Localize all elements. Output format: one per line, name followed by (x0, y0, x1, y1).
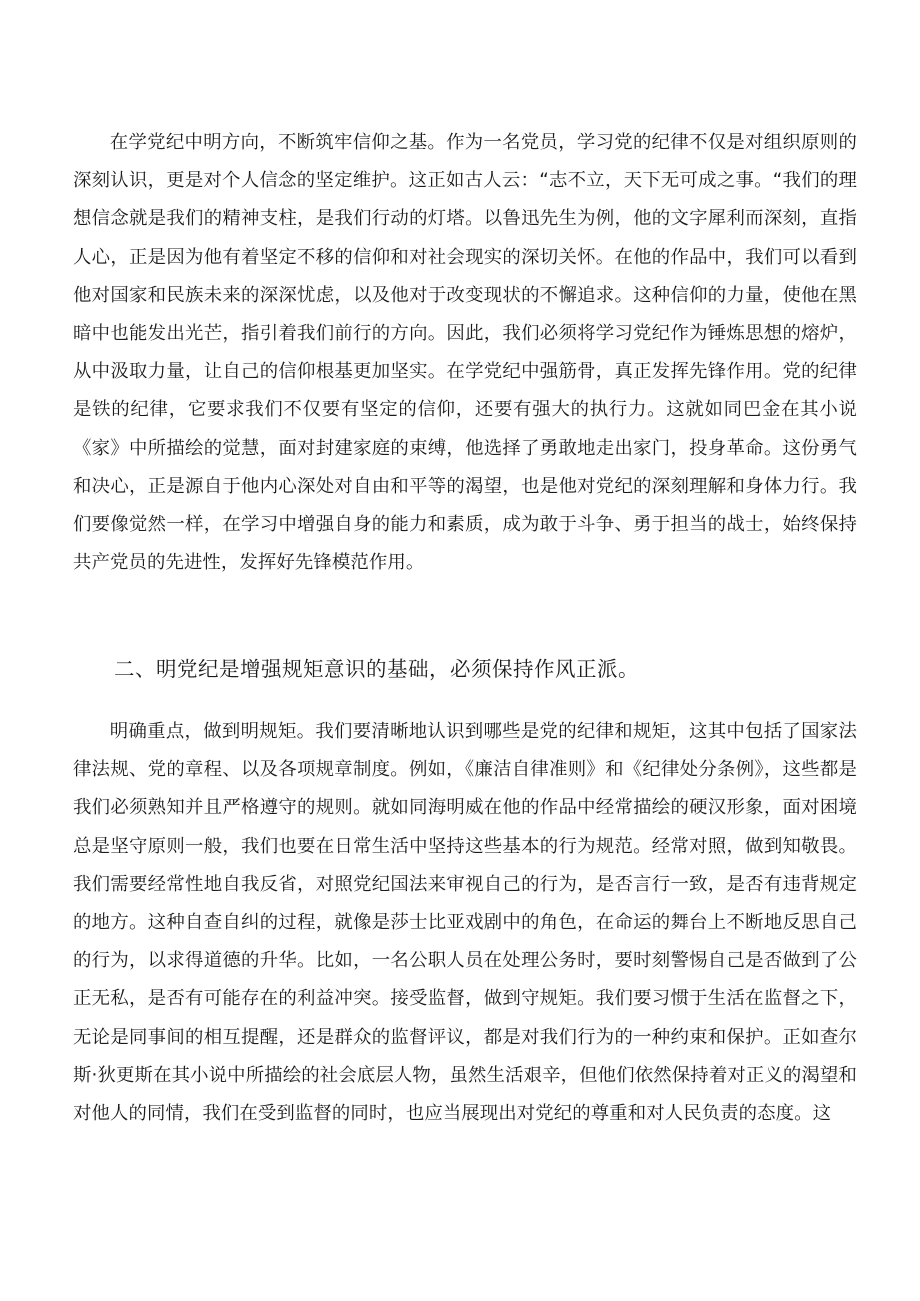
section-heading-2: 二、明党纪是增强规矩意识的基础，必须保持作风正派。 (114, 657, 639, 681)
body-paragraph-1: 在学党纪中明方向，不断筑牢信仰之基。作为一名党员，学习党的纪律不仅是对组织原则的深刻认识，更是对个人信念的坚定维护。这正如古人云：“志不立，天下无可成之事。“我们的理想信念就是我们的精神支柱，是我们行动的灯塔。以鲁迅先生为例，他的文字犀利而深刻，直指人心，正是因为他有着坚定不移的信仰和对社会现实的深切关怀。在他的作品中，我们可以看到他对国家和民族未来的深深忧虑，以及他对于改变现状的不懈追求。这种信仰的力量，使他在黑暗中也能发出光芒，指引着我们前行的方向。因此，我们必须将学习党纪作为锤炼思想的熔炉，从中汲取力量，让自己的信仰根基更加坚实。在学党纪中强筋骨，真正发挥先锋作用。党的纪律是铁的纪律，它要求我们不仅要有坚定的信仰，还要有强大的执行力。这就如同巴金在其小说《家》中所描绘的觉慧，面对封建家庭的束缚，他选择了勇敢地走出家门，投身革命。这份勇气和决心，正是源自于他内心深处对自由和平等的渴望，也是他对党纪的深刻理解和身体力行。我们要像觉然一样，在学习中增强自身的能力和素质，成为敢于斗争、勇于担当的战士，始终保持共产党员的先进性，发挥好先锋模范作用。 (73, 132, 857, 574)
body-paragraph-2: 明确重点，做到明规矩。我们要清晰地认识到哪些是党的纪律和规矩，这其中包括了国家法律法规、党的章程、以及各项规章制度。例如，《廉洁自律准则》和《纪律处分条例》，这些都是我们必须熟知并且严格遵守的规则。就如同海明威在他的作品中经常描绘的硬汉形象，面对困境总是坚守原则一般，我们也要在日常生活中坚持这些基本的行为规范。经常对照，做到知敬畏。我们需要经常性地自我反省，对照党纪国法来审视自己的行为，是否言行一致，是否有违背规定的地方。这种自查自纠的过程，就像是莎士比亚戏剧中的角色，在命运的舞台上不断地反思自己的行为，以求得道德的升华。比如，一名公职人员在处理公务时，要时刻警惕自己是否做到了公正无私，是否有可能存在的利益冲突。接受监督，做到守规矩。我们要习惯于生活在监督之下，无论是同事间的相互提醒，还是群众的监督评议，都是对我们行为的一种约束和保护。正如查尔斯·狄更斯在其小说中所描绘的社会底层人物，虽然生活艰辛，但他们依然保持着对正义的渴望和对他人的同情，我们在受到监督的同时，也应当展现出对党纪的尊重和对人民负责的态度。这 (73, 721, 857, 1125)
